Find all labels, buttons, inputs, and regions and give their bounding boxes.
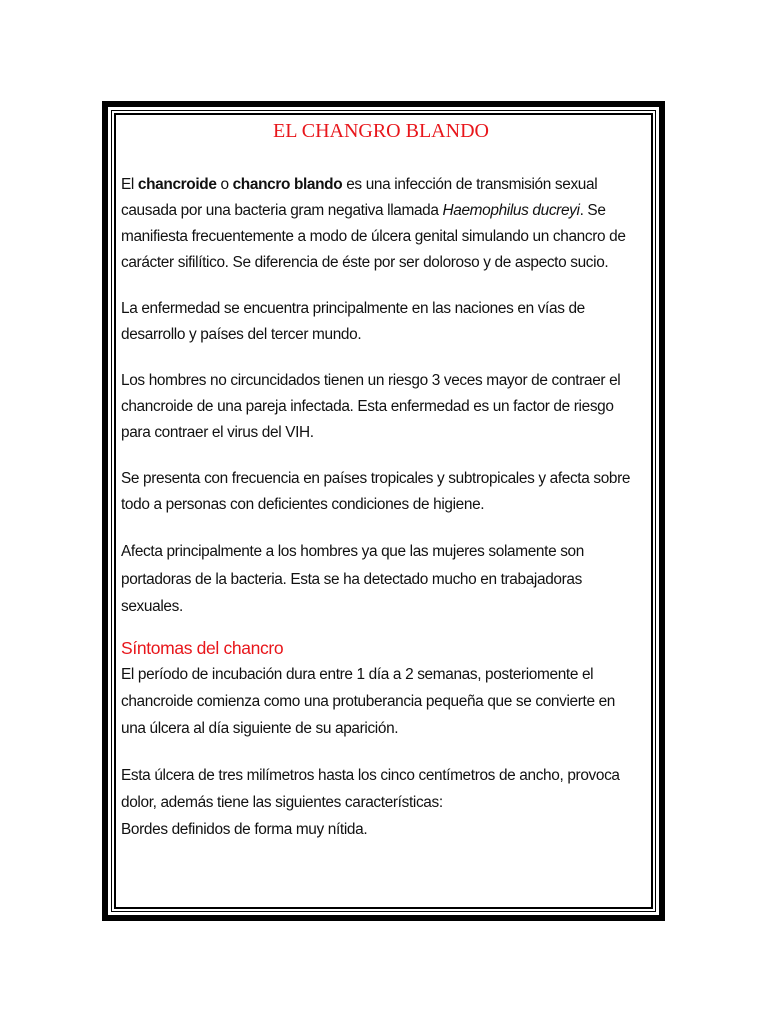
- paragraph-affected: Afecta principalmente a los hombres ya que las mujeres solamente son portadoras de la bacteria. Esta se ha detectado mucho en trabajadoras sexuales.: [121, 543, 584, 615]
- text-run: . Se manifiesta frecuentemente a modo de úlcera genital simulando un chancro de carácter sifilítico. Se diferencia de éste por ser doloroso y de aspecto sucio.: [121, 202, 626, 271]
- paragraph-distribution: La enfermedad se encuentra principalmente en las naciones en vías de desarrollo y países del tercer mundo.: [121, 300, 585, 343]
- paragraph-risk: Los hombres no circuncidados tienen un riesgo 3 veces mayor de contraer el chancroide de una pareja infectada. Esta enfermedad es un factor de riesgo para contraer el virus del VIH.: [121, 372, 621, 441]
- document-body: [121, 118, 641, 863]
- paragraph-borders: Bordes definidos de forma muy nítida.: [121, 820, 368, 838]
- paragraph-incubation: El período de incubación dura entre 1 día a 2 semanas, posteriomente el chancroide comienza como una protuberancia pequeña que se convierte en una úlcera al día siguiente de su aparición.: [121, 665, 615, 737]
- italic-species-name: Haemophilus ducreyi: [442, 202, 580, 219]
- paragraph-regions: Se presenta con frecuencia en países tropicales y subtropicales y afecta sobre todo a personas con deficientes condiciones de higiene.: [121, 470, 631, 513]
- document-title: EL CHANGRO BLANDO: [273, 120, 489, 142]
- bold-term-chancro-blando: chancro blando: [232, 176, 343, 193]
- text-run: El: [121, 176, 138, 193]
- paragraph-definition: [121, 172, 641, 276]
- text-run: es una infección de transmisión sexual causada por una bacteria gram negativa llamada: [121, 176, 598, 219]
- bold-term-chancroide: chancroide: [137, 176, 217, 193]
- paragraph-ulcer: Esta úlcera de tres milímetros hasta los cinco centímetros de ancho, provoca dolor, además tiene las siguientes características:: [121, 766, 620, 811]
- section-heading-symptoms: Síntomas del chancro: [121, 637, 284, 658]
- text-run: o: [216, 176, 233, 193]
